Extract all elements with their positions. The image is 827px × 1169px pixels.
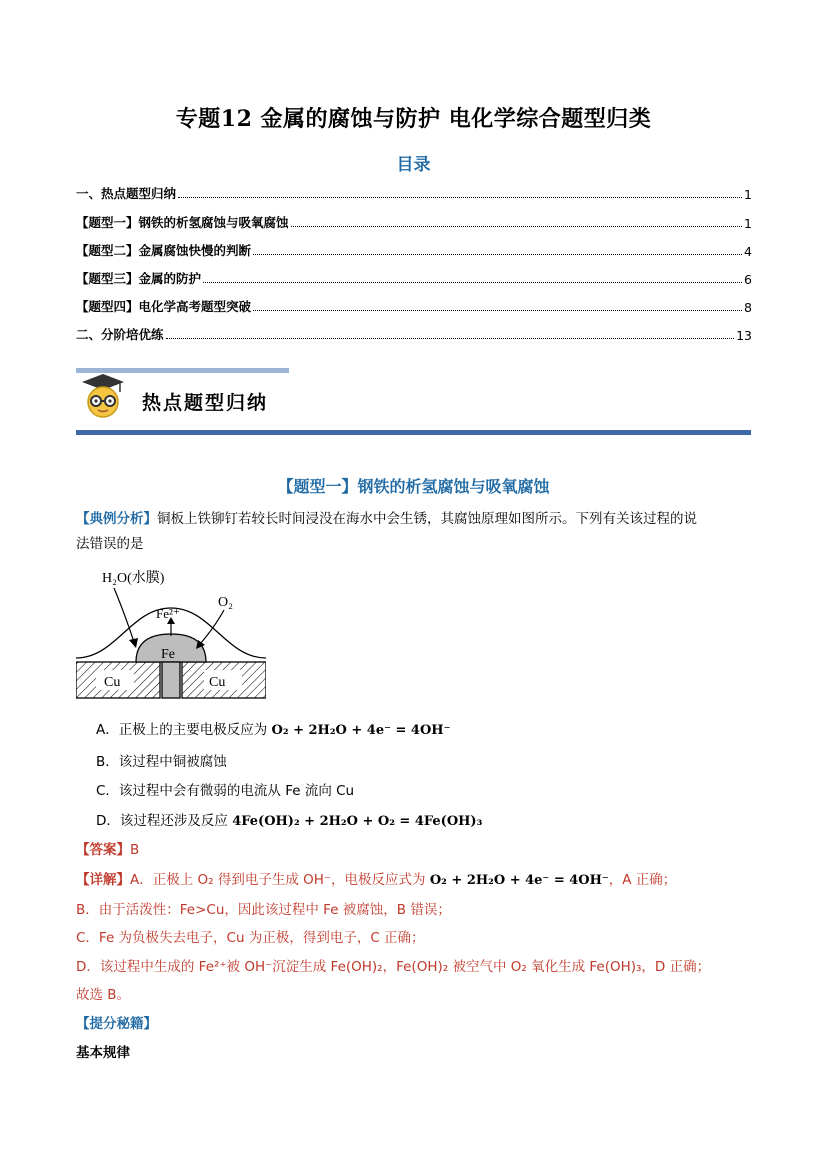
banner-bottom-bar: [76, 430, 751, 435]
answer-line: [76, 838, 752, 863]
option-d-text: D．该过程还涉及反应: [96, 813, 228, 829]
toc-item-label: 【题型一】钢铁的析氢腐蚀与吸氧腐蚀: [76, 215, 289, 230]
toc-item-1[interactable]: [76, 182, 752, 202]
fe-label: Fe: [161, 647, 175, 662]
example-line-1: 铜板上铁铆钉若较长时间浸没在海水中会生锈，其腐蚀原理如图所示。下列有关该过程的说: [157, 511, 697, 527]
toc-page-number: 1: [744, 187, 752, 202]
toc-leader: [203, 282, 742, 283]
detail-line-b: B．由于活泼性：Fe>Cu，因此该过程中 Fe 被腐蚀，B 错误；: [76, 902, 451, 918]
example-line-2: 法错误的是: [76, 536, 144, 552]
toc-heading: 目录: [396, 155, 431, 175]
answer-value: B: [130, 842, 140, 858]
toc-leader: [178, 197, 742, 198]
toc-item-label: 【题型三】金属的防护: [76, 271, 202, 286]
water-arrow: [114, 588, 134, 642]
detail-tag: 【详解】: [76, 872, 130, 888]
detail-line-a: [76, 868, 752, 893]
toc-item-5[interactable]: [76, 295, 752, 315]
example-paragraph: [76, 507, 752, 557]
section-heading: 【题型一】钢铁的析氢腐蚀与吸氧腐蚀: [277, 477, 550, 496]
option-a-equation: O₂ + 2H₂O + 4e⁻ = 4OH⁻: [271, 723, 451, 738]
detail-line-d: D．该过程中生成的 Fe²⁺被 OH⁻沉淀生成 Fe(OH)₂，Fe(OH)₂ 被空气中 O₂ 氧化生成 Fe(OH)₃，D 正确；: [76, 959, 711, 975]
answer-tag: 【答案】: [76, 842, 130, 858]
water-arrowhead: [129, 638, 138, 648]
tips-tag: 【提分秘籍】: [76, 1016, 157, 1032]
toc-item-label: 一、热点题型归纳: [76, 186, 177, 201]
basic-rule-heading: 基本规律: [76, 1045, 130, 1061]
option-a-text: A．正极上的主要电极反应为: [96, 722, 268, 738]
option-c-text: C．该过程中会有微弱的电流从 Fe 流向 Cu: [96, 783, 355, 799]
detail-line-c: C．Fe 为负极失去电子，Cu 为正极，得到电子，C 正确；: [76, 930, 425, 946]
toc-item-label: 【题型四】电化学高考题型突破: [76, 299, 252, 314]
detail-a-text: A．正极上 O₂ 得到电子生成 OH⁻，电极反应式为: [130, 872, 426, 888]
toc-item-6[interactable]: [76, 323, 752, 343]
water-label: H₂O(水膜): [102, 571, 165, 586]
toc-leader: [253, 254, 742, 255]
option-d[interactable]: [96, 809, 482, 829]
cu-right-label: Cu: [209, 675, 226, 690]
detail-conclusion: 故选 B。: [76, 987, 131, 1003]
detail-a-suffix: ，A 正确；: [608, 872, 677, 888]
option-c[interactable]: [96, 779, 354, 799]
toc-page-number: 4: [744, 244, 752, 259]
example-tag: 【典例分析】: [76, 511, 157, 527]
option-b[interactable]: [96, 750, 227, 770]
oxygen-label: O₂: [218, 595, 233, 610]
page-title: 专题12 金属的腐蚀与防护 电化学综合题型归类: [175, 106, 652, 132]
toc-leader: [166, 338, 735, 339]
toc-item-label: 【题型二】金属腐蚀快慢的判断: [76, 243, 252, 258]
cu-left-label: Cu: [104, 675, 121, 690]
toc-page-number: 13: [736, 328, 752, 343]
toc-leader: [253, 310, 742, 311]
option-d-equation: 4Fe(OH)₂ + 2H₂O + O₂ = 4Fe(OH)₃: [232, 814, 483, 829]
detail-a-equation: O₂ + 2H₂O + 4e⁻ = 4OH⁻: [429, 873, 609, 888]
option-b-text: B．该过程中铜被腐蚀: [96, 754, 227, 770]
toc-item-2[interactable]: [76, 211, 752, 231]
tips-heading: [76, 1012, 752, 1037]
corrosion-diagram: [76, 562, 266, 702]
toc-item-3[interactable]: [76, 239, 752, 259]
option-a[interactable]: [96, 718, 450, 738]
fe-rivet-shank: [162, 662, 180, 698]
toc-page-number: 1: [744, 216, 752, 231]
banner-title: 热点题型归纳: [142, 392, 269, 414]
fe-ion-label: Fe²⁺: [156, 606, 180, 621]
toc-leader: [291, 226, 743, 227]
toc-page-number: 8: [744, 300, 752, 315]
toc-page-number: 6: [744, 272, 752, 287]
toc-item-4[interactable]: [76, 267, 752, 287]
toc-item-label: 二、分阶培优练: [76, 327, 164, 342]
student-avatar-icon: [80, 372, 126, 420]
